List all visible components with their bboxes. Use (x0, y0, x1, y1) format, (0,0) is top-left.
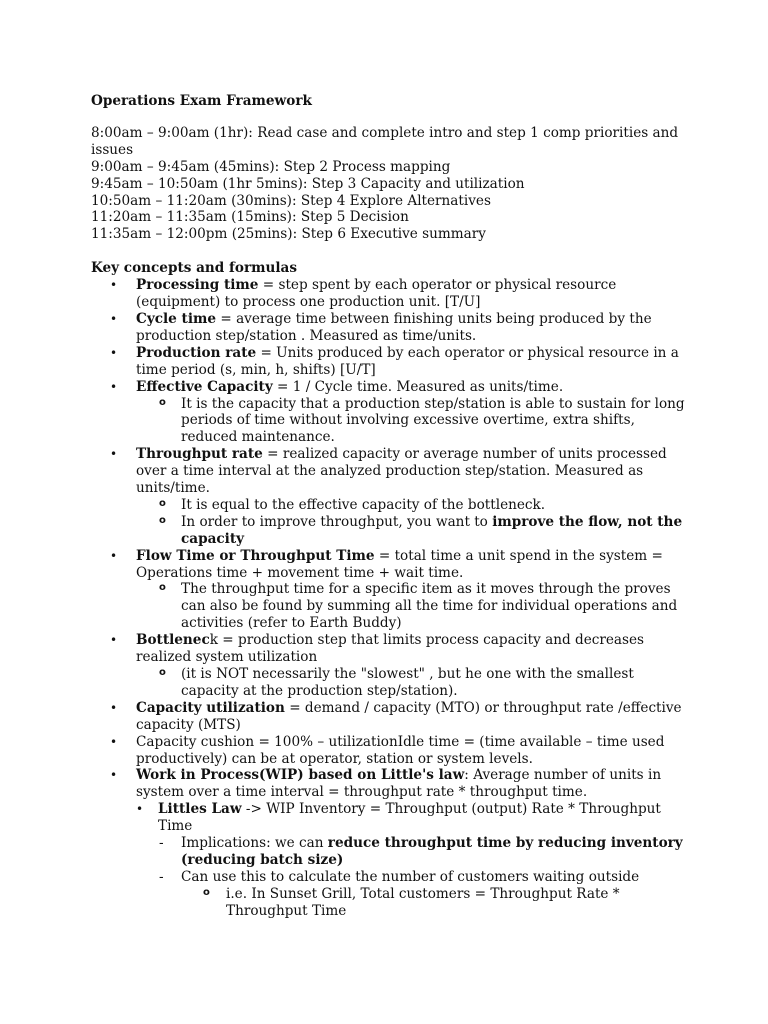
schedule-line: 11:20am – 11:35am (15mins): Step 5 Decision (91, 209, 409, 226)
concepts-list (91, 277, 691, 919)
schedule-line: 9:00am – 9:45am (45mins): Step 2 Process mapping (91, 158, 451, 175)
sub-text: Implications: we can (181, 835, 328, 852)
term: Capacity utilization (136, 699, 285, 716)
definition: = Units produced by each operator or physical resource in a time period (s, min, h, shifts) [U/T] (136, 344, 679, 378)
sub-sub-item (158, 869, 691, 920)
definition: = total time a unit spend in the system = Operations time + movement time + wait time. (136, 547, 663, 581)
example-item: o i.e. In Sunset Grill, Total customers = Throughput Rate * Throughput Time (181, 886, 691, 920)
definition: = 1 / Cycle time. Measured as units/time. (272, 378, 564, 395)
term: Flow Time or Throughput Time (136, 547, 375, 564)
term: Cycle time (136, 310, 217, 327)
sub-list (136, 396, 691, 447)
term: Littles Law (158, 801, 242, 818)
schedule-line: 11:35am – 12:00pm (25mins): Step 6 Executive summary (91, 226, 486, 243)
term: Processing time (136, 277, 259, 294)
list-item-production-rate (91, 345, 691, 379)
definition: = realized capacity or average number of units processed over a time interval at the analyzed production step/station. Measured as units/time. (136, 446, 667, 497)
sub-item: o The throughput time for a specific item as it moves through the proves can also be found by summing all the time for individual operations and activities (refer to Earth Buddy) (136, 581, 691, 632)
document-page (91, 93, 691, 920)
list-item-capacity-utilization (91, 700, 691, 734)
sub-list (136, 801, 691, 919)
list-item-wip (91, 767, 691, 919)
definition: = step spent by each operator or physical resource (equipment) to process one production unit. [T/U] (136, 277, 617, 311)
term: Work in Process(WIP) based on Little's law (136, 767, 465, 784)
concepts-heading: Key concepts and formulas (91, 260, 298, 277)
list-item-flow-time (91, 548, 691, 633)
sub-text: Can use this to calculate the number of customers waiting outside (181, 868, 640, 885)
sub-item: o (it is NOT necessarily the "slowest" , but he one with the smallest capacity at the production step/station). (136, 666, 691, 700)
sub-sub-item (158, 835, 691, 869)
sub-sub-list (158, 835, 691, 920)
emphasis-text: reduce throughput time by reducing inventory (reducing batch size) (181, 835, 683, 868)
schedule-line: 9:45am – 10:50am (1hr 5mins): Step 3 Capacity and utilization (91, 175, 525, 192)
definition: = average time between finishing units being produced by the production step/station . Measured as time/units. (136, 310, 652, 344)
definition: -> WIP Inventory = Throughput (output) Rate * Throughput Time (158, 801, 661, 835)
list-item-capacity-cushion (91, 734, 691, 768)
list-item-throughput-rate (91, 446, 691, 547)
definition: Capacity cushion = 100% – utilizationIdle time = (time available – time used productively) can be at operator, station or system levels. (136, 733, 665, 767)
schedule-line: 8:00am – 9:00am (1hr): Read case and complete intro and step 1 comp priorities and issues (91, 124, 679, 158)
sub-item: o It is equal to the effective capacity of the bottleneck. (136, 497, 691, 514)
list-item-effective-capacity (91, 379, 691, 447)
sub-text: In order to improve throughput, you want to (181, 513, 493, 530)
sub-list (136, 497, 691, 548)
definition: : Average number of units in system over a time interval = throughput rate * throughput time. (136, 767, 662, 801)
term: Bottlenec (136, 632, 210, 649)
list-item-processing-time (91, 277, 691, 311)
schedule-line: 10:50am – 11:20am (30mins): Step 4 Explore Alternatives (91, 192, 491, 209)
list-item-bottleneck (91, 632, 691, 700)
sub-item (136, 514, 691, 548)
term: Effective Capacity (136, 378, 273, 395)
sub-list (136, 666, 691, 700)
document-title: Operations Exam Framework (91, 93, 312, 109)
sub-item-littles-law (136, 801, 691, 919)
sub-item: o It is the capacity that a production step/station is able to sustain for long periods of time without involving excessive overtime, extra shifts, reduced maintenance. (136, 396, 691, 447)
emphasis-text: improve the flow, not the capacity (181, 513, 683, 547)
term: Throughput rate (136, 446, 263, 463)
exam-schedule (91, 125, 691, 243)
definition: = demand / capacity (MTO) or throughput rate /effective capacity (MTS) (136, 699, 682, 733)
term: Production rate (136, 344, 257, 361)
definition: k = production step that limits process capacity and decreases realized system utilization (136, 632, 644, 666)
example-list (181, 886, 691, 920)
sub-list (136, 581, 691, 632)
list-item-cycle-time (91, 311, 691, 345)
